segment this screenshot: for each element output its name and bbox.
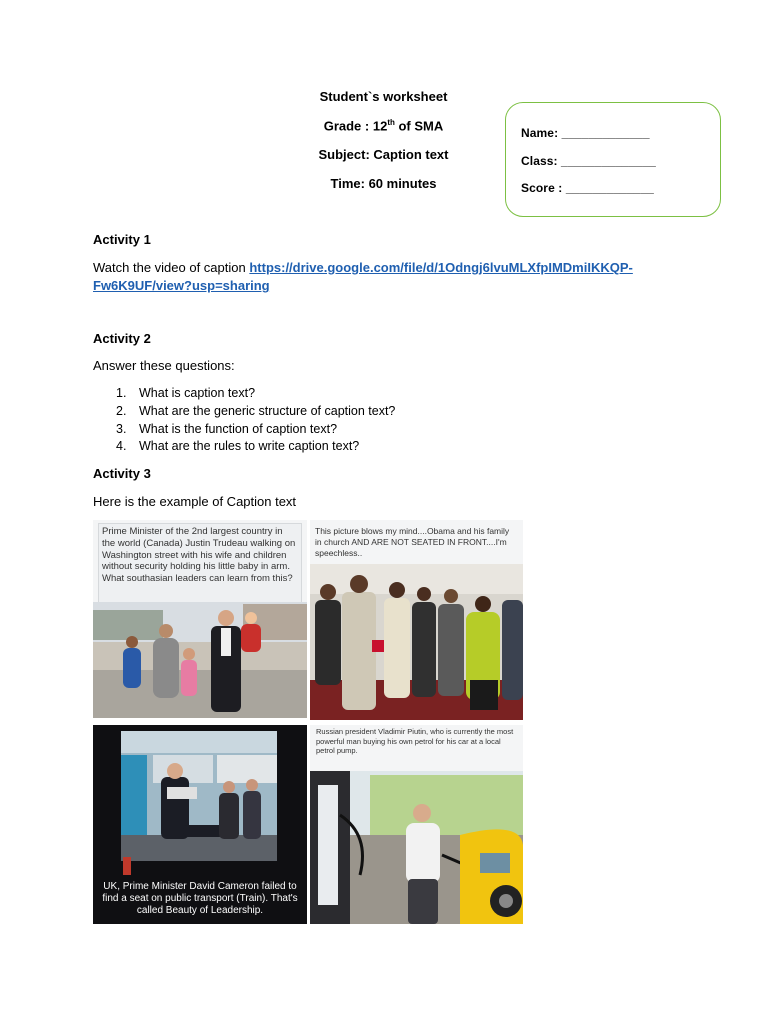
- grade-line: [240, 118, 527, 133]
- time-line: Time: 60 minutes: [330, 176, 437, 191]
- trudeau-caption: Prime Minister of the 2nd largest country in the world (Canada) Justin Trudeau walking on Washington street with his wife and children without security holding his little baby in arm. What southasian leaders can learn from this?: [98, 523, 302, 603]
- example-trudeau: [93, 520, 307, 718]
- grade-suffix: of SMA: [394, 118, 444, 134]
- activity1-text: [93, 259, 653, 295]
- student-info-box: [505, 102, 721, 217]
- class-field[interactable]: Class: ______________: [521, 154, 656, 168]
- obama-photo: [310, 520, 523, 720]
- example-cameron: [93, 725, 307, 924]
- score-field[interactable]: Score : _____________: [521, 181, 654, 195]
- activity1-heading: Activity 1: [93, 232, 151, 247]
- cameron-caption: UK, Prime Minister David Cameron failed to find a seat on public transport (Train). That's called Beauty of Leadership.: [102, 881, 298, 916]
- question-text: What is the function of caption text?: [139, 422, 338, 436]
- question-number: 4.: [116, 439, 127, 453]
- question-number: 3.: [116, 422, 127, 436]
- question-number: 1.: [116, 386, 127, 400]
- question-number: 2.: [116, 404, 127, 418]
- activity2-intro: Answer these questions:: [93, 358, 235, 373]
- grade-text: Grade : 12: [323, 118, 388, 134]
- activity3-heading: Activity 3: [93, 466, 151, 481]
- activity1-instruction: Watch the video of caption: [93, 260, 250, 275]
- question-text: What are the generic structure of caption text?: [139, 404, 396, 418]
- trudeau-photo: [93, 520, 307, 718]
- question-item: [116, 439, 359, 453]
- grade-sup: th: [387, 118, 395, 127]
- question-item: [116, 422, 337, 436]
- worksheet-title: Student`s worksheet: [319, 89, 448, 104]
- video-link-cont[interactable]: Fw6K9UF/view?usp=sharing: [93, 278, 270, 293]
- question-text: What are the rules to write caption text?: [139, 439, 360, 453]
- question-text: What is caption text?: [139, 386, 256, 400]
- subject-line: Subject: Caption text: [318, 147, 449, 162]
- question-item: [116, 404, 395, 418]
- obama-caption: This picture blows my mind....Obama and his family in church AND ARE NOT SEATED IN FRONT....I'm speechless..: [315, 526, 510, 558]
- name-field[interactable]: Name: _____________: [521, 126, 650, 140]
- putin-caption: Russian president Vladimir Piutin, who is currently the most powerful man buying his own petrol for his car at a local petrol pump.: [316, 727, 514, 756]
- activity3-intro: Here is the example of Caption text: [93, 494, 297, 509]
- activity2-heading: Activity 2: [93, 331, 151, 346]
- video-link[interactable]: https://drive.google.com/file/d/1Odngj6lvuMLXfpIMDmiIKKQP-: [249, 260, 633, 275]
- question-item: [116, 386, 255, 400]
- example-obama: [310, 520, 523, 720]
- putin-photo: [310, 725, 523, 924]
- example-putin: [310, 725, 523, 924]
